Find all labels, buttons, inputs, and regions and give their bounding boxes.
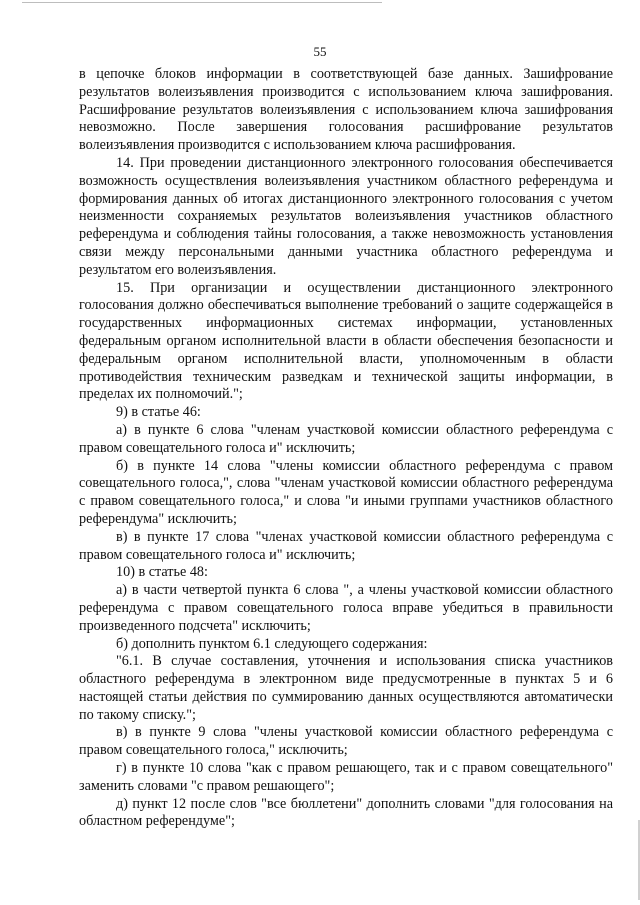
scan-artifact-line — [22, 2, 382, 3]
paragraph: в) в пункте 17 слова "членах участковой комиссии областного референдума с правом совещательного голоса и" исключить; — [79, 528, 613, 563]
paragraph: 14. При проведении дистанционного электронного голосования обеспечивается возможность осуществления волеизъявления участником областного референдума и формирования данных об итогах дистанционного электронного голосования с учетом неизменности сохраняемых результатов волеизъявления участников областного референдума и соблюдения тайны голосования, а также невозможность установления связи между персональными данными участника областного референдума и результатом его волеизъявления. — [79, 154, 613, 278]
paragraph: 15. При организации и осуществлении дистанционного электронного голосования должно обеспечиваться выполнение требований о защите содержащейся в государственных информационных системах информации, установленных федеральным органом исполнительной власти в области обеспечения безопасности и федеральным органом исполнительной власти, уполномоченным в области противодействия техническим разведкам и технической защиты информации, в пределах их полномочий."; — [79, 279, 613, 403]
paragraph: б) дополнить пунктом 6.1 следующего содержания: — [116, 635, 428, 652]
paragraph: д) пункт 12 после слов "все бюллетени" дополнить словами "для голосования на областном референдуме"; — [79, 795, 613, 830]
paragraph: б) в пункте 14 слова "члены комиссии областного референдума с правом совещательного голоса,", слова "членам участковой комиссии областного референдума с правом совещательного голоса," и слова "и иными группами участников областного референдума" исключить; — [79, 457, 613, 527]
paragraph: 9) в статье 46: — [116, 404, 201, 421]
paragraph: "6.1. В случае составления, уточнения и использования списка участников областного референдума в электронном виде предусмотренные в пунктах 5 и 6 настоящей статьи действия по суммированию данных осуществляются автоматически по такому списку."; — [79, 653, 613, 723]
paragraph: г) в пункте 10 слова "как с правом решающего, так и с правом совещательного" заменить словами "с правом решающего"; — [79, 760, 613, 794]
paragraph: 10) в статье 48: — [116, 564, 208, 581]
paragraph: а) в части четвертой пункта 6 слова ", а члены участковой комиссии областного референдума с правом совещательного голоса вправе убедиться в правильности произведенного подсчета" исключить; — [79, 582, 613, 634]
paragraph: в цепочке блоков информации в соответствующей базе данных. Зашифрование результатов волеизъявления производится с использованием ключа зашифрования. Расшифрование результатов волеизъявления с использованием ключа зашифрования невозможно. После завершения голосования расшифрование результатов волеизъявления производится с использованием ключа расшифрования. — [79, 66, 613, 154]
document-body — [79, 66, 613, 831]
page-number: 55 — [313, 44, 327, 59]
paragraph: в) в пункте 9 слова "члены участковой комиссии областного референдума с правом совещательного голоса," исключить; — [79, 724, 613, 759]
paragraph: а) в пункте 6 слова "членам участковой комиссии областного референдума с правом совещательного голоса и" исключить; — [79, 421, 613, 456]
